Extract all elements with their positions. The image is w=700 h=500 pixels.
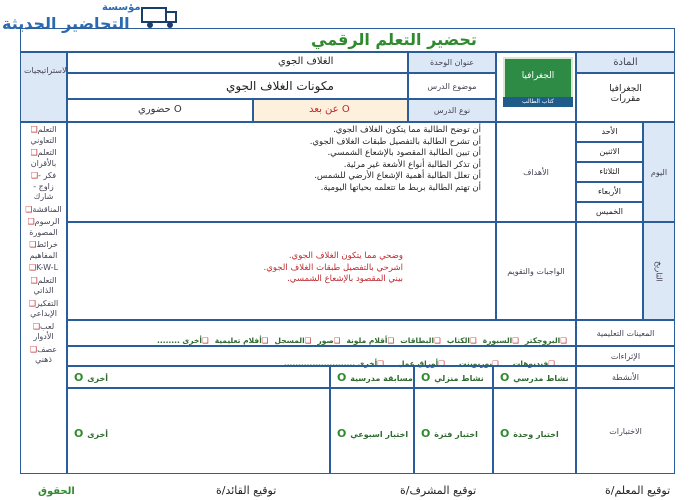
day-cell — [576, 142, 643, 162]
homework-right-cell — [576, 222, 643, 320]
resource-label: البروجكتر — [524, 336, 561, 345]
teacher-signature: توقيع المعلم/ة — [605, 484, 671, 497]
resources-cell — [67, 320, 576, 346]
activity-cell — [493, 366, 576, 388]
day-section-label: اليوم — [650, 167, 668, 177]
strategy-item[interactable] — [23, 240, 64, 261]
radio-circle-icon: O — [74, 371, 88, 384]
checkbox-icon: ❑ — [304, 336, 312, 345]
strategy-item[interactable] — [23, 148, 64, 169]
subject-sub: مقررات — [610, 94, 641, 104]
remote-option[interactable] — [309, 104, 350, 115]
checkbox-icon: ❑ — [32, 321, 40, 331]
test-label: اختبار وحدة — [513, 430, 559, 439]
strategy-item[interactable] — [23, 205, 64, 216]
homework-cell — [67, 222, 496, 320]
inperson-cell — [67, 99, 253, 122]
rights-text: الحقوق — [38, 486, 75, 497]
strategy-item[interactable] — [23, 217, 64, 238]
test-cell — [493, 388, 576, 474]
book-cover-footer — [503, 97, 573, 107]
procedure-label: فيديوهات — [512, 359, 549, 368]
strategy-item[interactable] — [23, 299, 64, 320]
objective-item: أن تذكر الطالبة أنواع الأشعة غير مرئية. — [343, 159, 481, 170]
resource-option[interactable] — [275, 336, 312, 345]
test-label: اختبار فترة — [434, 430, 478, 439]
activity-label: نشاط منزلي — [434, 374, 484, 383]
homework-label-cell — [496, 222, 576, 320]
truck-icon — [140, 2, 180, 30]
checkbox-icon: ❑ — [28, 298, 36, 308]
test-label: اختبار اسبوعي — [350, 430, 409, 439]
resource-label: أقلام ملونة — [346, 336, 388, 345]
lesson-type-label: نوع الدرس — [433, 106, 471, 115]
day-cell — [576, 182, 643, 202]
day-label: الأربعاء — [598, 187, 621, 196]
subject-label-cell — [576, 52, 675, 73]
strategy-item[interactable] — [23, 171, 64, 203]
test-label: أخرى — [87, 430, 109, 439]
checkbox-icon: ❑ — [261, 336, 269, 345]
checkbox-icon: ❑ — [560, 336, 567, 345]
checkbox-icon: ❑ — [492, 359, 499, 368]
resource-label: المسجل — [274, 336, 305, 345]
strategy-label: المناقشة — [32, 204, 62, 214]
resource-label: صور — [317, 336, 334, 345]
test-cell — [67, 388, 330, 474]
strategy-label: فكر - زاوج - شارك — [33, 171, 57, 201]
checkbox-icon: ❑ — [438, 359, 445, 368]
checkbox-icon: ❑ — [377, 359, 384, 368]
resources-label-cell — [576, 320, 675, 346]
checkbox-icon: ❑ — [30, 275, 38, 285]
resource-option[interactable] — [317, 336, 340, 345]
strategy-label: الرسوم المصورة — [29, 217, 60, 237]
strategy-item[interactable] — [23, 322, 64, 343]
unit-label: عنوان الوحدة — [429, 58, 475, 67]
strategy-label: التعلم التعاوني — [30, 125, 57, 145]
lesson-value: مكونات الغلاف الجوي — [226, 79, 334, 93]
principal-signature: توقيع القائد/ة — [216, 484, 277, 497]
strategy-label: التفكير الإبداعي — [30, 298, 59, 318]
resource-label: الكتاب — [446, 336, 470, 345]
checkbox-icon: ❑ — [512, 336, 519, 345]
day-cell — [576, 162, 643, 182]
logo-line1: مؤسسة — [102, 2, 141, 13]
strategy-item[interactable] — [23, 125, 64, 146]
strategy-label: لعب الأدوار — [33, 321, 55, 341]
homework-item: اشرحي بالتفصيل طبقات الغلاف الجوي. — [263, 262, 403, 273]
inperson-option[interactable] — [138, 104, 182, 115]
resource-option[interactable] — [400, 336, 441, 345]
activity-label: نشاط مدرسي — [513, 374, 569, 383]
activity-cell — [67, 366, 330, 388]
resource-option[interactable] — [346, 336, 394, 345]
book-cover-title: الجغرافيا — [521, 71, 555, 81]
book-cover-footer-text: كتاب الطالب — [521, 98, 554, 105]
subject-value-cell — [576, 73, 675, 122]
radio-circle-icon: O — [500, 427, 514, 440]
resource-label: أفلام تعليمية — [214, 336, 262, 345]
objectives-list — [310, 125, 481, 194]
supervisor-signature: توقيع المشرف/ة — [400, 484, 477, 497]
objective-item: أن تشرح الطالبة بالتفصيل طبقات الغلاف الجوي. — [309, 136, 481, 147]
resources-list — [151, 328, 567, 347]
objectives-cell — [67, 122, 496, 222]
day-cell — [576, 202, 643, 222]
checkbox-icon: ❑ — [469, 336, 477, 345]
activities-label-cell — [576, 366, 675, 388]
radio-circle-icon: O — [341, 104, 350, 115]
lesson-value-cell — [67, 73, 408, 99]
activity-cell — [330, 366, 414, 388]
radio-circle-icon: O — [173, 104, 182, 115]
activity-option[interactable] — [500, 371, 569, 384]
test-option[interactable] — [500, 427, 559, 440]
tests-label: الاختبارات — [609, 426, 642, 436]
checkbox-icon: ❑ — [548, 359, 555, 368]
remote-cell — [253, 99, 408, 122]
homework-item: بيني المقصود بالإشعاع الشمسي. — [287, 274, 403, 284]
checkbox-icon: ❑ — [201, 336, 209, 345]
checkbox-icon: ❑ — [30, 148, 38, 157]
checkbox-icon: ❑ — [30, 125, 38, 134]
subject-value: الجغرافيا — [609, 84, 642, 94]
lesson-label-cell — [408, 73, 496, 99]
book-cover-cell — [496, 52, 576, 122]
checkbox-icon: ❑ — [333, 336, 341, 345]
day-section-cell — [643, 122, 675, 222]
procedures-label-cell — [576, 346, 675, 366]
activity-option[interactable] — [421, 371, 484, 384]
homework-item: وضحي مما يتكون الغلاف الجوي. — [288, 251, 403, 261]
unit-value-cell — [67, 52, 408, 73]
day-label: الخميس — [595, 207, 624, 216]
objectives-label-cell — [496, 122, 576, 222]
radio-circle-icon: O — [337, 427, 351, 440]
checkbox-icon: ❑ — [25, 204, 33, 214]
procedure-label: أخرى ......................... — [283, 359, 378, 368]
test-option[interactable] — [74, 427, 108, 440]
homework-list — [264, 251, 403, 286]
remote-label: عن بعد — [309, 104, 339, 115]
activity-option[interactable] — [337, 371, 413, 384]
checkbox-icon: ❑ — [387, 336, 395, 345]
lesson-label: موضوع الدرس — [427, 81, 477, 91]
day-label: الثلاثاء — [599, 167, 620, 176]
strategies-list — [20, 122, 67, 474]
checkbox-icon: ❑ — [29, 240, 37, 249]
objective-item: أن تبين الطالبة المقصود بالإشعاع الشمسي. — [327, 148, 481, 158]
radio-circle-icon: O — [500, 371, 514, 384]
test-option[interactable] — [421, 427, 478, 440]
resources-label: المعينات التعليمية — [596, 328, 655, 338]
resource-option[interactable] — [483, 336, 519, 345]
procedures-cell — [67, 346, 576, 366]
lesson-type-label-cell — [408, 99, 496, 122]
checkbox-icon: ❑ — [30, 171, 39, 180]
resource-option[interactable] — [157, 336, 209, 345]
strategy-label: عصف ذهني — [35, 344, 58, 364]
resource-option[interactable] — [215, 336, 269, 345]
activity-option[interactable] — [74, 371, 108, 384]
procedures-label: الإثراءات — [610, 351, 641, 361]
strategies-label: الاستراتيجيات — [24, 66, 69, 75]
unit-value: الغلاف الجوي — [278, 56, 334, 67]
resource-label: السبورة — [482, 336, 513, 345]
radio-circle-icon: O — [421, 371, 435, 384]
logo-line2: التحاضير الحديثة — [2, 14, 130, 33]
test-cell — [330, 388, 414, 474]
resource-label: البطاقات — [400, 336, 435, 345]
strategy-label: التعلم الذاتي — [33, 275, 57, 295]
strategy-item[interactable] — [23, 263, 64, 274]
day-label: الأحد — [601, 127, 618, 136]
radio-circle-icon: O — [337, 371, 351, 384]
activities-label: الأنشطة — [612, 372, 639, 382]
checkbox-icon: ❑ — [27, 217, 35, 226]
objectives-label: الأهداف — [523, 167, 549, 177]
resource-option[interactable] — [525, 336, 567, 345]
test-cell — [414, 388, 493, 474]
resource-label: أخرى ........ — [157, 336, 202, 345]
radio-circle-icon: O — [74, 427, 88, 440]
inperson-label: حضوري — [138, 104, 171, 115]
strategy-item[interactable] — [23, 276, 64, 297]
checkbox-icon: ❑ — [28, 263, 37, 272]
unit-label-cell — [408, 52, 496, 73]
activity-cell — [414, 366, 493, 388]
objective-item: أن تهتم الطالبة بربط ما تتعلمه بحياتها اليومية. — [320, 182, 481, 193]
checkbox-icon: ❑ — [29, 344, 38, 354]
activity-label: أخرى — [87, 374, 109, 383]
tests-label-cell — [576, 388, 675, 474]
page-title: تحضير التعلم الرقمي — [311, 30, 477, 49]
test-option[interactable] — [337, 427, 408, 440]
day-cell — [576, 122, 643, 142]
strategy-label: خرائط المفاهيم — [29, 240, 58, 260]
strategy-item[interactable] — [23, 345, 64, 366]
strategy-label: K-W-L — [36, 263, 59, 272]
procedure-label: أوراق عمل — [397, 359, 439, 368]
objective-item: أن توضح الطالبة مما يتكون الغلاف الجوي. — [333, 125, 481, 135]
date-section-cell — [643, 222, 675, 320]
day-label: الاثنين — [599, 147, 620, 156]
date-section-label: التاريخ — [654, 260, 664, 282]
book-cover-image — [503, 57, 573, 99]
subject-label: المادة — [613, 57, 638, 68]
checkbox-icon: ❑ — [434, 336, 441, 345]
homework-label: الواجبات والتقويم — [507, 266, 565, 276]
radio-circle-icon: O — [421, 427, 435, 440]
activity-label: مسابقة مدرسية — [350, 374, 413, 383]
page-title-bar — [20, 28, 675, 52]
strategies-header — [20, 52, 67, 122]
objective-item: أن تعلل الطالبة أهمية الإشعاع الأرضي للشمس. — [314, 171, 481, 181]
strategies-items — [21, 123, 66, 370]
strategy-label: التعلم بالأقران — [30, 148, 57, 168]
procedure-label: بوربوينت — [458, 359, 493, 368]
resource-option[interactable] — [447, 336, 477, 345]
